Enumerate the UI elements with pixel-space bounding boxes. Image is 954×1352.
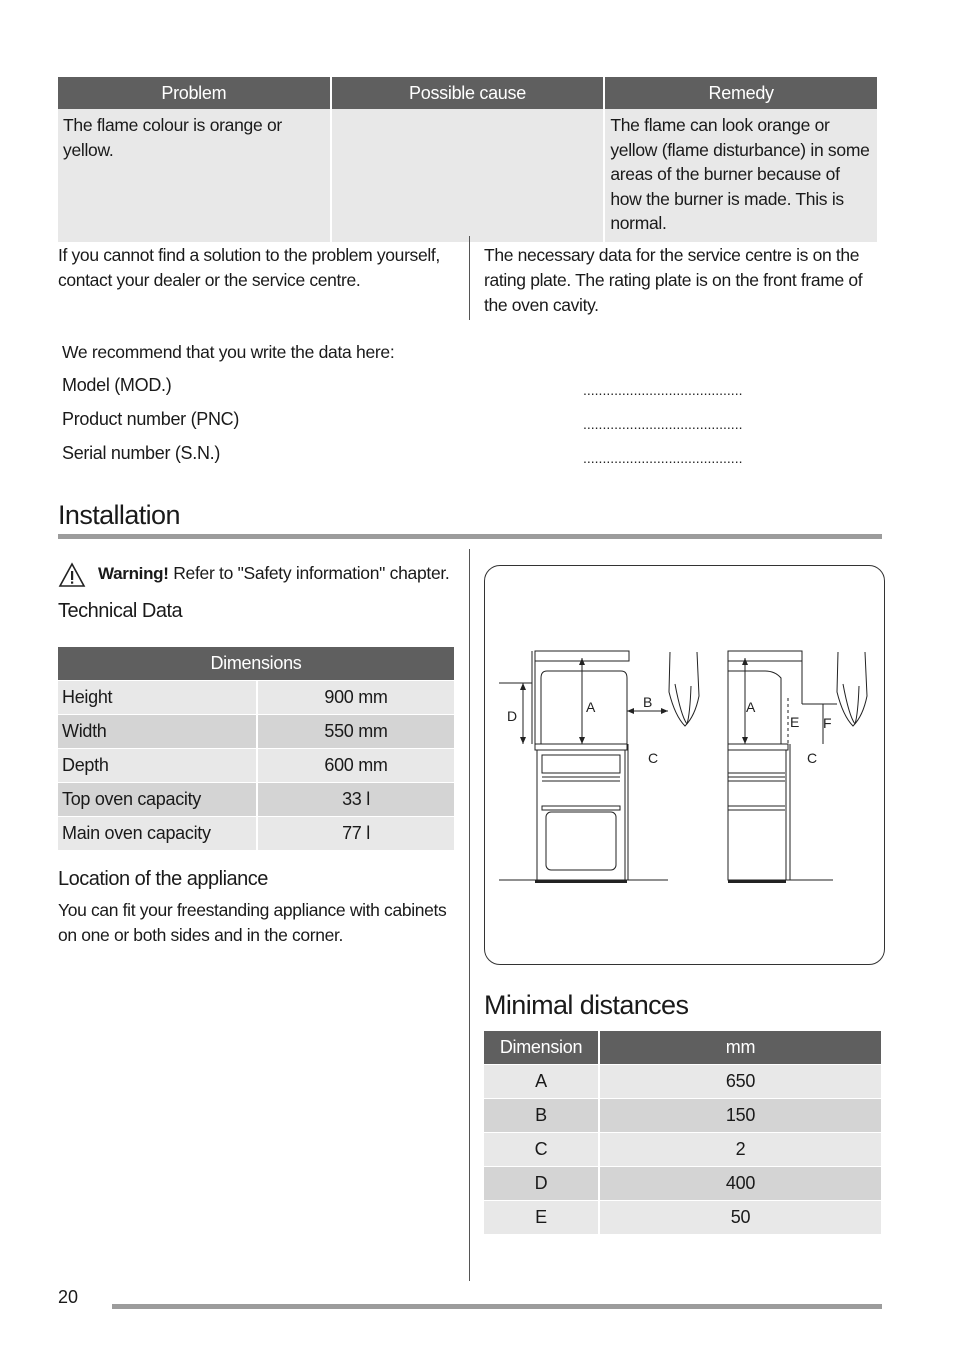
- header-dimension: Dimension: [484, 1031, 598, 1064]
- label-c-left: C: [648, 750, 659, 766]
- installation-diagram-drawing: [485, 566, 884, 964]
- record-intro: We recommend that you write the data here:: [62, 342, 395, 362]
- record-pnc-label: Product number (PNC): [62, 409, 240, 429]
- minimal-distances-title: Minimal distances: [484, 990, 689, 1020]
- label-b: B: [643, 694, 653, 710]
- header-mm: mm: [600, 1031, 881, 1064]
- table-row: [58, 816, 454, 850]
- cell-mm: 2: [600, 1132, 881, 1166]
- label-a-right: A: [746, 699, 756, 715]
- table-row: [484, 1132, 881, 1166]
- installation-title: Installation: [58, 500, 180, 530]
- troubleshooting-table: [56, 77, 879, 242]
- dim-label: Depth: [58, 748, 256, 782]
- record-serial-label: Serial number (S.N.): [62, 443, 221, 463]
- label-d: D: [507, 708, 518, 724]
- location-text: You can fit your freestanding appliance with cabinets on one or both sides and in the corner.: [58, 900, 447, 945]
- record-serial-dots: .........................................: [583, 450, 743, 466]
- table-row: [58, 680, 454, 714]
- table-row: [58, 109, 877, 242]
- label-f: F: [823, 715, 832, 731]
- technical-data-title: Technical Data: [58, 600, 183, 622]
- record-pnc-dots: .........................................: [583, 416, 743, 432]
- dim-value: 550 mm: [258, 714, 454, 748]
- record-model-dots: .........................................: [583, 382, 743, 398]
- dim-label: Height: [58, 680, 256, 714]
- cell-problem: The flame colour is orange or yellow.: [58, 109, 330, 242]
- cell-remedy: The flame can look orange or yellow (flame disturbance) in some areas of the burner because of how the burner is made. This is normal.: [605, 109, 877, 242]
- record-model-label: Model (MOD.): [62, 375, 172, 395]
- header-problem: Problem: [58, 77, 330, 109]
- dim-value: 77 l: [258, 816, 454, 850]
- cell-dimension: A: [484, 1064, 598, 1098]
- location-title: Location of the appliance: [58, 868, 268, 890]
- table-row: [58, 782, 454, 816]
- column-divider-top: [469, 236, 470, 320]
- table-row: [58, 748, 454, 782]
- service-left-text: If you cannot find a solution to the problem yourself, contact your dealer or the service centre.: [58, 245, 440, 290]
- footer-rule: [112, 1304, 882, 1309]
- dim-label: Main oven capacity: [58, 816, 256, 850]
- table-row: [58, 714, 454, 748]
- dimensions-header: Dimensions: [58, 647, 454, 680]
- dim-value: 33 l: [258, 782, 454, 816]
- cell-mm: 400: [600, 1166, 881, 1200]
- dimensions-table: [56, 647, 456, 850]
- cell-dimension: D: [484, 1166, 598, 1200]
- cell-dimension: E: [484, 1200, 598, 1234]
- dim-label: Width: [58, 714, 256, 748]
- section-rule: [58, 534, 882, 539]
- dim-value: 600 mm: [258, 748, 454, 782]
- header-remedy: Remedy: [605, 77, 877, 109]
- warning-label: Warning!: [98, 564, 169, 583]
- minimal-distances-table: [482, 1031, 883, 1234]
- cell-mm: 50: [600, 1200, 881, 1234]
- label-a-left: A: [586, 699, 596, 715]
- label-e: E: [790, 714, 800, 730]
- installation-diagram: [484, 565, 885, 965]
- header-possible-cause: Possible cause: [332, 77, 604, 109]
- dim-label: Top oven capacity: [58, 782, 256, 816]
- warning-message: Refer to "Safety information" chapter.: [173, 563, 450, 583]
- table-row: [484, 1200, 881, 1234]
- table-row: [484, 1064, 881, 1098]
- table-row: [484, 1098, 881, 1132]
- table-row: [484, 1166, 881, 1200]
- cell-dimension: B: [484, 1098, 598, 1132]
- dim-value: 900 mm: [258, 680, 454, 714]
- cell-cause: [332, 109, 604, 242]
- cell-dimension: C: [484, 1132, 598, 1166]
- page-number: 20: [58, 1287, 79, 1307]
- label-c-right: C: [807, 750, 818, 766]
- cell-mm: 650: [600, 1064, 881, 1098]
- column-divider-main: [469, 549, 470, 1281]
- service-right-text: The necessary data for the service centre is on the rating plate. The rating plate is on the front frame of the oven cavity.: [484, 245, 863, 315]
- warning-text: [98, 563, 450, 584]
- cell-mm: 150: [600, 1098, 881, 1132]
- warning-triangle-icon: [58, 562, 86, 588]
